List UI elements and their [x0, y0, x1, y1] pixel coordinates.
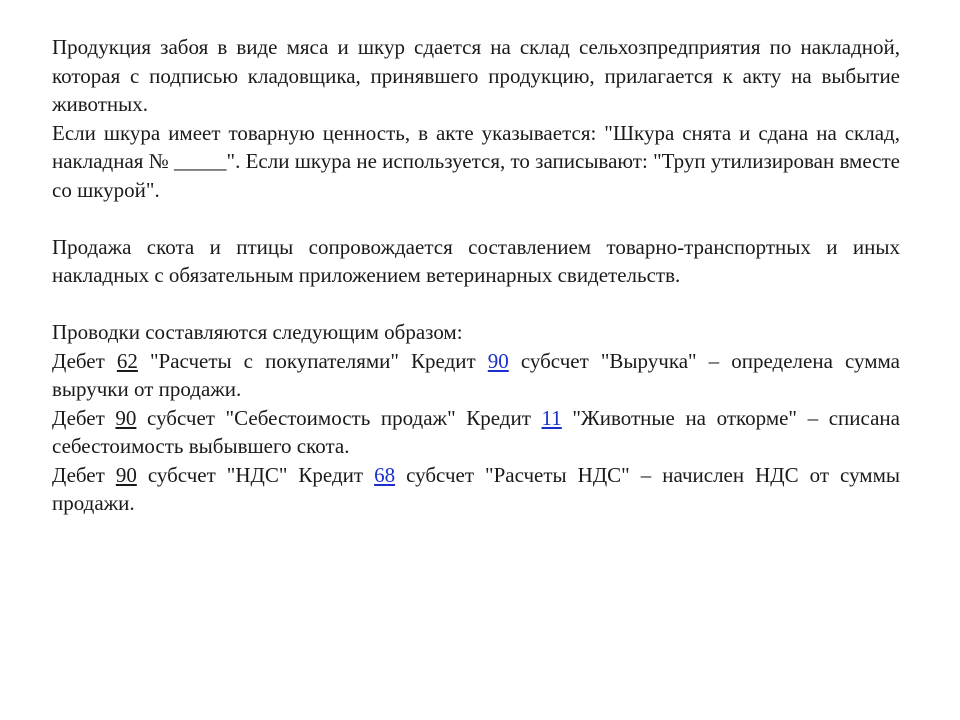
entry-mid-text: субсчет "Себестоимость продаж" Кредит	[136, 405, 542, 430]
paragraph-slaughter-products: Продукция забоя в виде мяса и шкур сдается на склад сельхозпредприятия по накладной, которая с подписью кладовщика, принявшего продукцию, прилагается к акту на выбытие животных.	[52, 35, 900, 116]
paragraph-gap	[52, 290, 900, 319]
entry-line-3	[52, 461, 900, 518]
entry-line-1	[52, 347, 900, 404]
entry-end-text: субсчет "Расчеты НДС" – начислен НДС от суммы продажи.	[52, 462, 900, 515]
credit-account-link-11[interactable]: 11	[541, 405, 562, 430]
entry-line-2	[52, 404, 900, 461]
document-body	[52, 33, 900, 518]
debit-account-90: 90	[115, 405, 137, 430]
entry-mid-text: субсчет "НДС" Кредит	[136, 462, 375, 487]
entry-end-text: "Животные на откорме" – списана себестоимость выбывшего скота.	[52, 405, 900, 458]
debit-label: Дебет	[52, 462, 116, 487]
debit-label: Дебет	[52, 348, 117, 373]
debit-account-90: 90	[115, 462, 137, 487]
entry-mid-text: "Расчеты с покупателями" Кредит	[137, 348, 488, 373]
paragraph-hide-value: Если шкура имеет товарную ценность, в акте указывается: "Шкура снята и сдана на склад, накладная № _____". Если шкура не используется, то записывают: "Труп утилизирован вместе со шкурой".	[52, 120, 900, 202]
debit-account-62: 62	[116, 348, 138, 373]
paragraph-entries-intro: Проводки составляются следующим образом:	[52, 320, 463, 344]
paragraph-gap	[52, 204, 900, 233]
debit-label: Дебет	[52, 405, 116, 430]
credit-account-link-68[interactable]: 68	[374, 462, 396, 487]
credit-account-link-90[interactable]: 90	[487, 348, 509, 373]
paragraph-livestock-sale: Продажа скота и птицы сопровождается составлением товарно-транспортных и иных накладных с обязательным приложением ветеринарных свидетельств.	[52, 234, 900, 287]
entry-end-text: субсчет "Выручка" – определена сумма выручки от продажи.	[52, 348, 900, 401]
